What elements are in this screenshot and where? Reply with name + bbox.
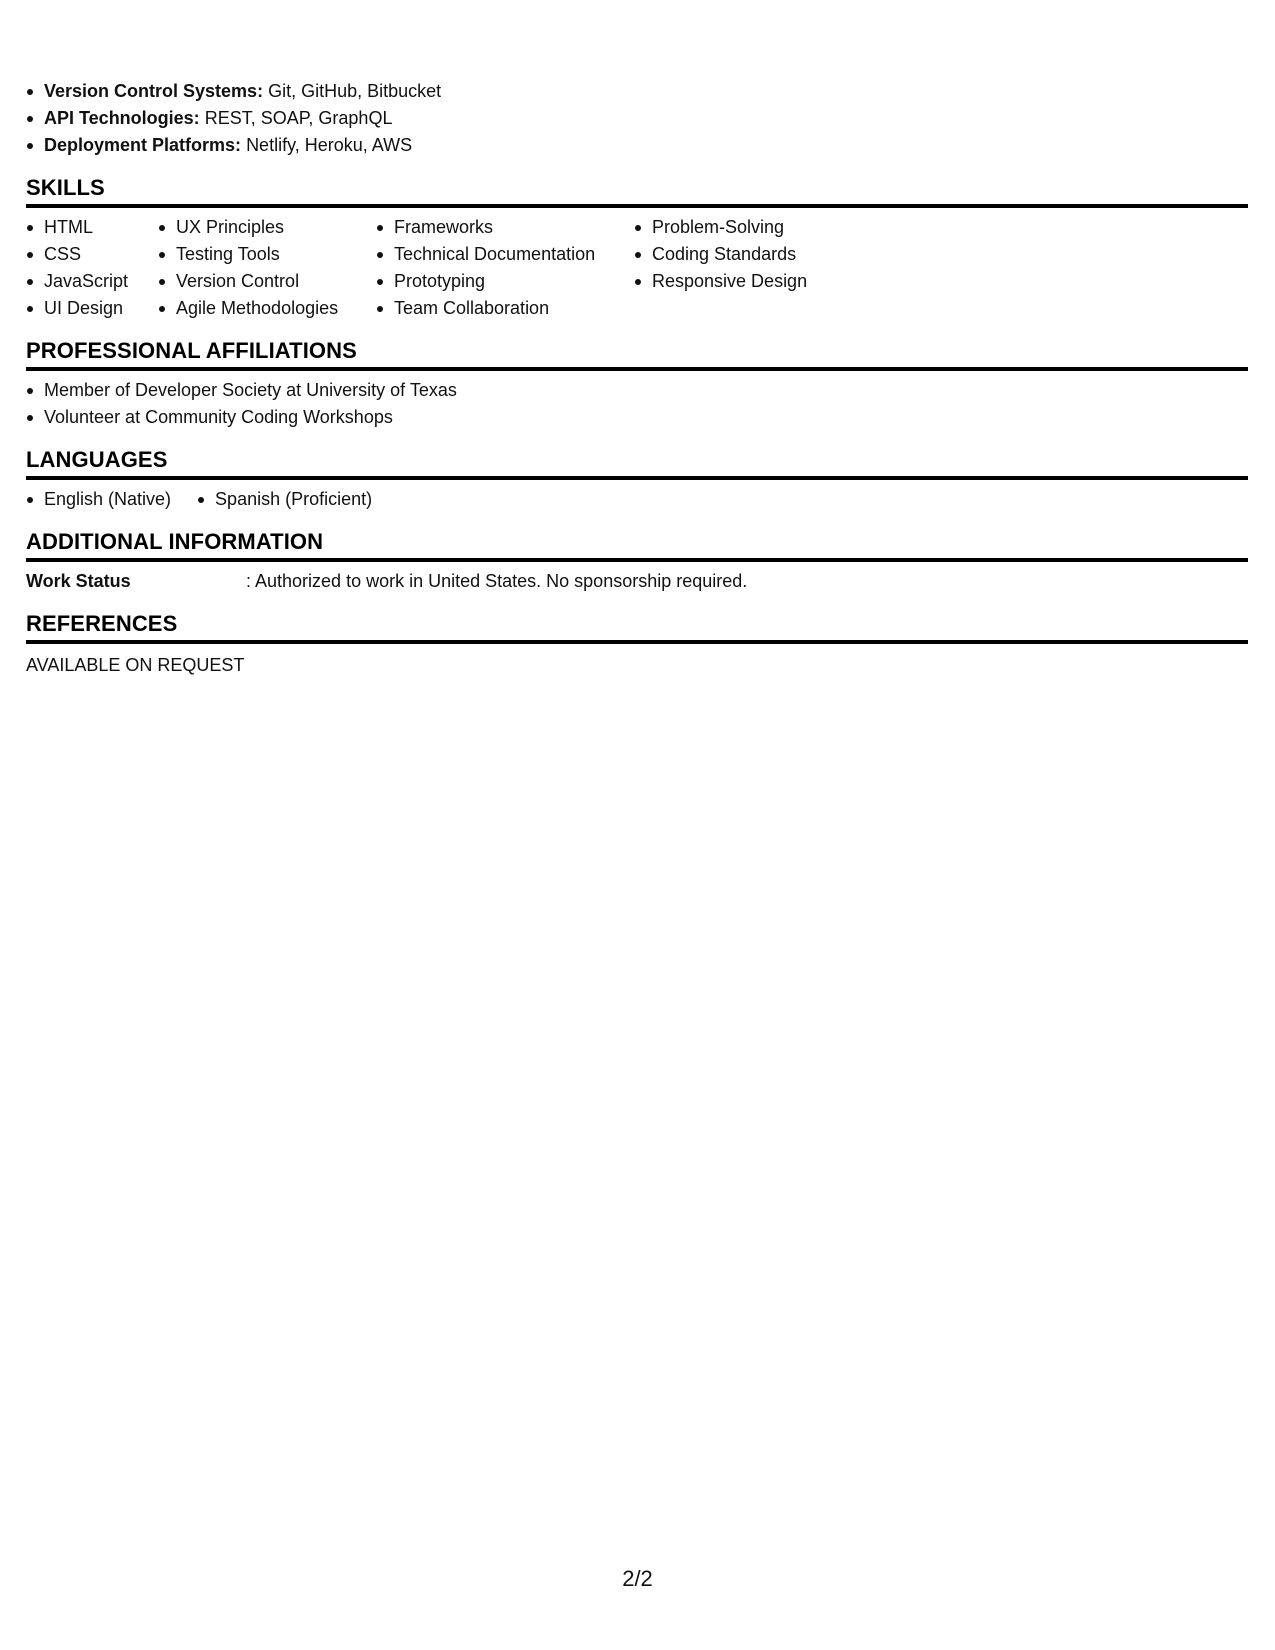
section-heading: PROFESSIONAL AFFILIATIONS bbox=[26, 338, 357, 363]
language-item: Spanish (Proficient) bbox=[197, 486, 372, 513]
skill-item: UX Principles bbox=[158, 214, 354, 241]
skill-item: JavaScript bbox=[26, 268, 136, 295]
skill-item: Frameworks bbox=[376, 214, 612, 241]
list-item bbox=[26, 132, 1248, 159]
skill-item: Team Collaboration bbox=[376, 295, 612, 322]
section-heading: ADDITIONAL INFORMATION bbox=[26, 529, 324, 554]
skill-item: Agile Methodologies bbox=[158, 295, 354, 322]
skill-item: Prototyping bbox=[376, 268, 612, 295]
page-number: 2/2 bbox=[622, 1566, 653, 1591]
skill-item: Responsive Design bbox=[634, 268, 834, 295]
skills-column bbox=[376, 214, 612, 322]
languages-list bbox=[26, 486, 1248, 513]
work-status-row bbox=[26, 568, 1248, 595]
item-value: Netlify, Heroku, AWS bbox=[246, 135, 413, 155]
language-item: English (Native) bbox=[26, 486, 171, 513]
skill-item: Technical Documentation bbox=[376, 241, 612, 268]
skills-grid bbox=[26, 214, 1248, 322]
skill-item: Coding Standards bbox=[634, 241, 834, 268]
skills-column bbox=[634, 214, 834, 322]
skill-item: Testing Tools bbox=[158, 241, 354, 268]
list-item bbox=[26, 105, 1248, 132]
skills-column bbox=[158, 214, 354, 322]
work-status-label: Work Status bbox=[26, 571, 131, 591]
skill-item: Version Control bbox=[158, 268, 354, 295]
list-item: Volunteer at Community Coding Workshops bbox=[26, 404, 1248, 431]
skills-heading-block bbox=[26, 174, 1248, 208]
references-text: AVAILABLE ON REQUEST bbox=[26, 655, 245, 675]
item-value: Git, GitHub, Bitbucket bbox=[268, 81, 442, 101]
item-label: Deployment Platforms: bbox=[44, 135, 242, 155]
additional-info-heading-block bbox=[26, 528, 1248, 562]
skill-item: CSS bbox=[26, 241, 136, 268]
item-label: Version Control Systems: bbox=[44, 81, 264, 101]
list-item bbox=[26, 78, 1248, 105]
resume-page bbox=[26, 78, 1248, 679]
languages-heading-block bbox=[26, 446, 1248, 480]
references-heading-block bbox=[26, 610, 1248, 644]
work-status-value: : Authorized to work in United States. No sponsorship required. bbox=[246, 571, 748, 591]
affiliations-list bbox=[26, 377, 1248, 431]
section-heading: SKILLS bbox=[26, 175, 105, 200]
skills-column bbox=[26, 214, 136, 322]
list-item: Member of Developer Society at University of Texas bbox=[26, 377, 1248, 404]
item-value: REST, SOAP, GraphQL bbox=[204, 108, 393, 128]
skill-item: HTML bbox=[26, 214, 136, 241]
section-heading: LANGUAGES bbox=[26, 447, 168, 472]
affiliations-heading-block bbox=[26, 337, 1248, 371]
technology-list bbox=[26, 78, 1248, 159]
skill-item: Problem-Solving bbox=[634, 214, 834, 241]
section-heading: REFERENCES bbox=[26, 611, 178, 636]
item-label: API Technologies: bbox=[44, 108, 200, 128]
skill-item: UI Design bbox=[26, 295, 136, 322]
